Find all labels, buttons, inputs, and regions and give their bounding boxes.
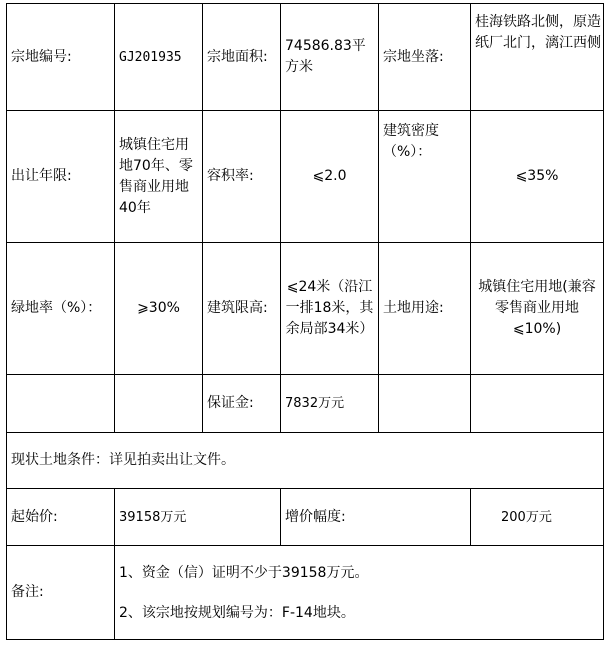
empty-cell	[379, 375, 471, 433]
value-deposit: 7832万元	[281, 375, 379, 433]
remark-item: 2、该宗地按规划编号为：F-14地块。	[119, 604, 355, 621]
table-row	[7, 243, 604, 375]
label-building-density: 建筑密度（%）：	[379, 111, 471, 243]
value-transfer-term: 城镇住宅用地70年、零售商业用地40年	[115, 111, 203, 243]
table-row	[7, 4, 604, 111]
label-green-ratio: 绿地率（%）：	[7, 243, 115, 375]
empty-cell	[7, 375, 115, 433]
value-starting-price: 39158万元	[115, 489, 281, 546]
label-price-increment: 增价幅度:	[281, 489, 471, 546]
value-green-ratio: ⩾30%	[115, 243, 203, 375]
value-land-use: 城镇住宅用地(兼容零售商业用地⩽10%)	[471, 243, 604, 375]
label-parcel-area: 宗地面积:	[203, 4, 281, 111]
table-row	[7, 489, 604, 546]
land-parcel-table	[6, 3, 604, 640]
label-deposit: 保证金:	[203, 375, 281, 433]
label-height-limit: 建筑限高:	[203, 243, 281, 375]
empty-cell	[115, 375, 203, 433]
value-height-limit: ⩽24米（沿江一排18米，其余局部34米）	[281, 243, 379, 375]
label-land-use: 土地用途:	[379, 243, 471, 375]
value-price-increment: 200万元	[471, 489, 604, 546]
table-row	[7, 375, 604, 433]
value-parcel-location: 桂海铁路北侧，原造纸厂北门，漓江西侧	[471, 4, 604, 111]
table-row	[7, 433, 604, 489]
value-parcel-code: GJ201935	[115, 4, 203, 111]
label-parcel-code: 宗地编号:	[7, 4, 115, 111]
remarks-content	[115, 546, 604, 640]
label-parcel-location: 宗地坐落:	[379, 4, 471, 111]
label-starting-price: 起始价:	[7, 489, 115, 546]
empty-cell	[471, 375, 604, 433]
remark-item: 1、资金（信）证明不少于39158万元。	[119, 564, 369, 581]
table-row	[7, 546, 604, 640]
label-plot-ratio: 容积率:	[203, 111, 281, 243]
table-row	[7, 111, 604, 243]
land-condition-text: 现状土地条件：详见拍卖出让文件。	[7, 433, 604, 489]
value-building-density: ⩽35%	[471, 111, 604, 243]
label-transfer-term: 出让年限:	[7, 111, 115, 243]
value-plot-ratio: ⩽2.0	[281, 111, 379, 243]
label-remarks: 备注:	[7, 546, 115, 640]
value-parcel-area: 74586.83平方米	[281, 4, 379, 111]
